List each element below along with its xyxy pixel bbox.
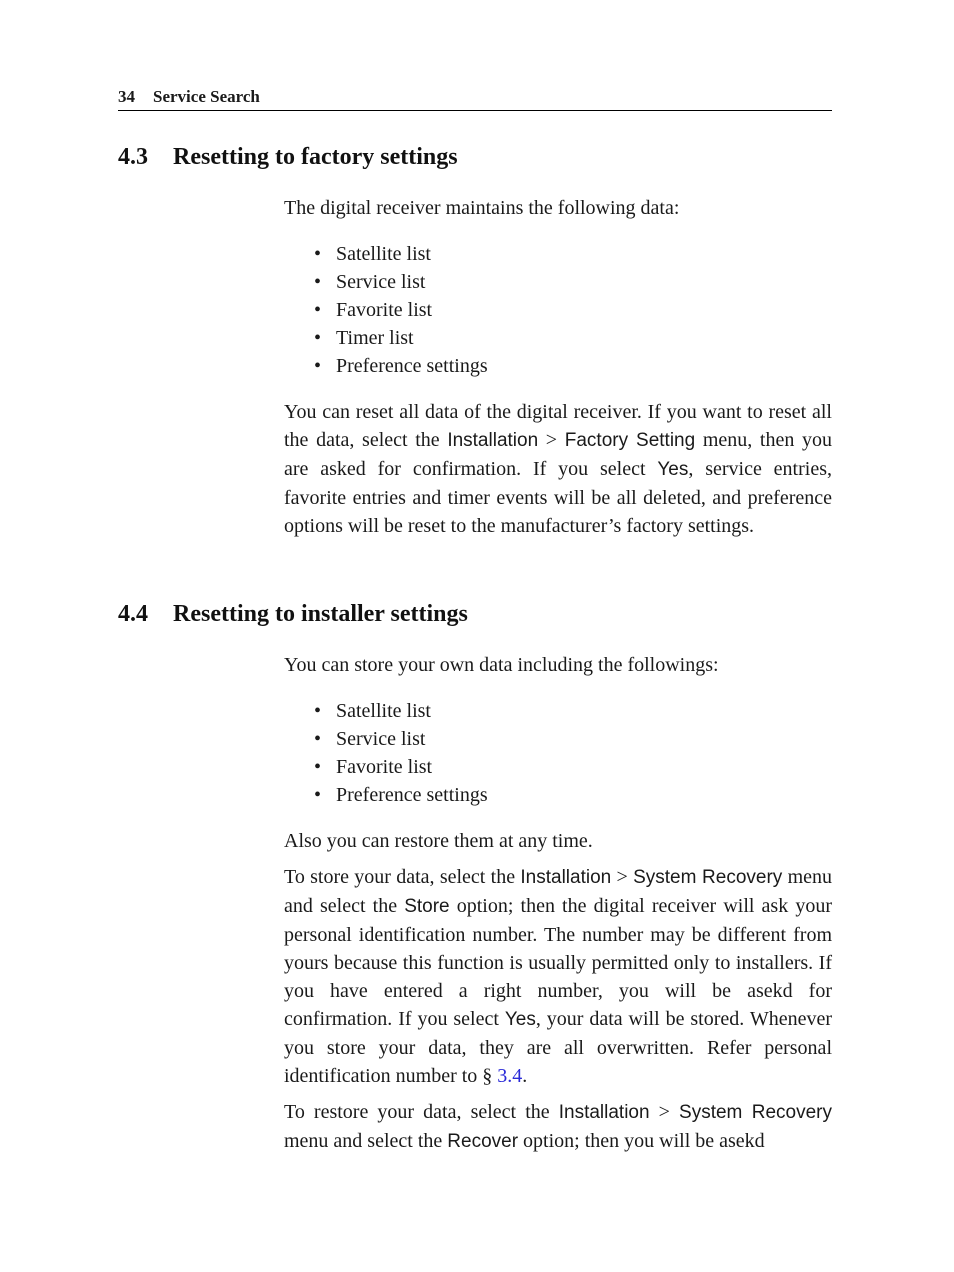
option-store: Store [404,896,450,917]
page-number: 34 [118,87,135,106]
page-header [118,86,832,111]
menu-factory-setting: Factory Setting [564,430,696,451]
section-number: 4.4 [118,601,148,627]
intro-paragraph: The digital receiver maintains the following data: [284,197,680,219]
section-4-4-body [284,651,832,1156]
section-reference-link[interactable]: 3.4 [497,1065,523,1087]
list-item: • Service list [284,268,832,296]
list-item: • Satellite list [284,240,832,268]
reset-paragraph: You can reset all data of the digital receiver. If you want to reset all the data, select the Installation > Factory Setting menu, then you are asked for confirmation. If you select Yes, service entries, favorite entries and timer events will be all deleted, and preference options will be reset to the manufacturer’s factory settings. [284,401,833,537]
list-item: • Favorite list [284,753,832,781]
section-heading-4-3 [118,144,458,171]
intro-paragraph: You can store your own data including the followings: [284,654,719,676]
store-paragraph: To store your data, select the Installation > System Recovery menu and select the Store option; then the digital receiver will ask your personal identification number. The number may be different from yours because this function is usually permitted only to installers. If you have entered a right number, you will be asekd for confirmation. If you select Yes, your data will be stored. Whenever you store your data, they are all overwritten. Refer personal identification number to § 3.4. [284,866,833,1087]
option-yes: Yes [504,1009,536,1030]
list-item: • Satellite list [284,697,832,725]
menu-installation: Installation [520,867,612,888]
menu-installation: Installation [558,1102,650,1123]
section-number: 4.3 [118,144,148,170]
menu-system-recovery: System Recovery [679,1102,832,1123]
option-yes: Yes [657,459,689,480]
data-list [284,697,832,809]
section-title: Resetting to factory settings [173,144,458,170]
menu-system-recovery: System Recovery [633,867,783,888]
option-recover: Recover [447,1131,519,1152]
list-item: • Preference settings [284,781,832,809]
list-item: • Preference settings [284,352,832,380]
list-item: • Favorite list [284,296,832,324]
list-item: • Timer list [284,324,832,352]
chapter-title: Service Search [153,87,260,106]
section-title: Resetting to installer settings [173,601,468,627]
list-item: • Service list [284,725,832,753]
data-list [284,240,832,380]
section-heading-4-4 [118,601,468,628]
restore-note-paragraph: Also you can restore them at any time. [284,830,593,852]
menu-installation: Installation [447,430,539,451]
section-4-3-body [284,194,832,540]
recover-paragraph: To restore your data, select the Installation > System Recovery menu and select the Recover option; then you will be asekd [284,1101,832,1152]
